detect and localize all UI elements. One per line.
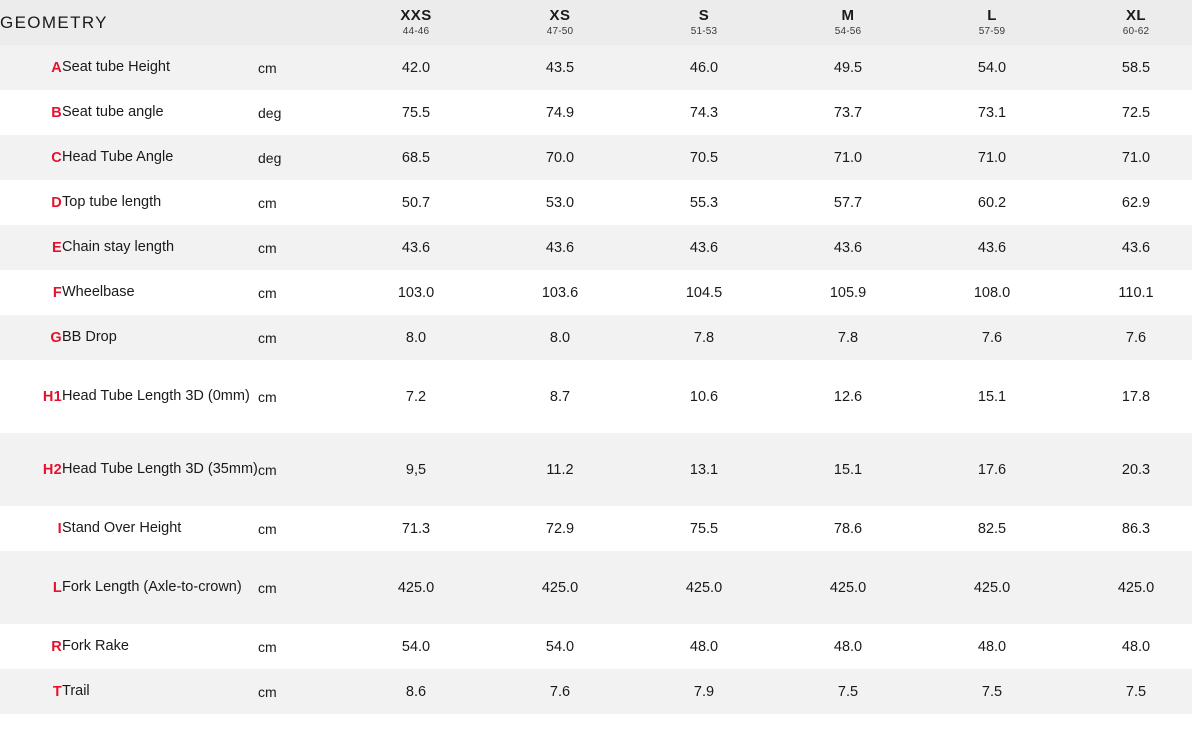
row-value-s: 48.0: [689, 638, 719, 655]
table-row: [0, 270, 1192, 315]
table-row: [0, 506, 1192, 551]
row-value-l: 17.6: [977, 461, 1007, 478]
row-value-m: 49.5: [833, 59, 863, 76]
size-label: M: [841, 7, 855, 25]
row-value-xl: 17.8: [1121, 388, 1151, 405]
row-value-s: 13.1: [689, 461, 719, 478]
row-unit: cm: [258, 329, 277, 346]
size-column-header-xxs: [344, 0, 488, 45]
row-unit: cm: [258, 388, 277, 405]
size-range: 60-62: [1122, 25, 1150, 37]
size-column-header-xs: [488, 0, 632, 45]
row-value-m: 43.6: [833, 239, 863, 256]
row-value-s: 74.3: [689, 104, 719, 121]
table-row: [0, 315, 1192, 360]
header-row: [0, 0, 1192, 45]
row-value-l: 73.1: [977, 104, 1007, 121]
table-row: [0, 135, 1192, 180]
row-name: Head Tube Length 3D (35mm): [62, 460, 258, 477]
row-value-xl: 7.5: [1125, 683, 1147, 700]
row-value-xl: 43.6: [1121, 239, 1151, 256]
row-value-s: 7.9: [693, 683, 715, 700]
row-value-xs: 7.6: [549, 683, 571, 700]
row-value-xl: 48.0: [1121, 638, 1151, 655]
row-value-m: 78.6: [833, 520, 863, 537]
row-value-s: 425.0: [685, 579, 723, 596]
row-value-xxs: 71.3: [401, 520, 431, 537]
table-body: [0, 45, 1192, 714]
row-value-m: 71.0: [833, 149, 863, 166]
row-value-xs: 70.0: [545, 149, 575, 166]
row-value-xs: 53.0: [545, 194, 575, 211]
table-row: [0, 90, 1192, 135]
size-range: 47-50: [546, 25, 574, 37]
row-letter: I: [57, 520, 62, 537]
row-value-xs: 43.6: [545, 239, 575, 256]
row-name: Top tube length: [62, 193, 162, 210]
row-value-s: 46.0: [689, 59, 719, 76]
row-letter: H1: [42, 388, 62, 405]
row-value-l: 71.0: [977, 149, 1007, 166]
row-value-m: 425.0: [829, 579, 867, 596]
row-value-l: 54.0: [977, 59, 1007, 76]
row-value-xs: 54.0: [545, 638, 575, 655]
table-row: [0, 45, 1192, 90]
row-unit: deg: [258, 149, 282, 166]
row-unit: cm: [258, 284, 277, 301]
size-column-header-m: [776, 0, 920, 45]
row-value-xxs: 50.7: [401, 194, 431, 211]
row-value-l: 48.0: [977, 638, 1007, 655]
row-letter: E: [52, 239, 62, 256]
row-value-xs: 8.7: [549, 388, 571, 405]
row-letter: F: [52, 284, 62, 301]
table-row: [0, 360, 1192, 433]
row-value-xs: 74.9: [545, 104, 575, 121]
row-value-xl: 72.5: [1121, 104, 1151, 121]
row-value-xxs: 7.2: [405, 388, 427, 405]
row-name: Chain stay length: [62, 238, 175, 255]
row-unit: deg: [258, 104, 282, 121]
row-value-m: 73.7: [833, 104, 863, 121]
row-value-m: 15.1: [833, 461, 863, 478]
row-value-l: 60.2: [977, 194, 1007, 211]
row-value-s: 7.8: [693, 329, 715, 346]
row-value-s: 55.3: [689, 194, 719, 211]
row-value-l: 7.6: [981, 329, 1003, 346]
row-value-l: 425.0: [973, 579, 1011, 596]
size-label: S: [698, 7, 710, 25]
row-unit: cm: [258, 520, 277, 537]
row-value-xxs: 9,5: [405, 461, 427, 478]
row-letter: C: [51, 149, 62, 166]
row-value-xxs: 8.0: [405, 329, 427, 346]
row-value-s: 104.5: [685, 284, 723, 301]
size-column-header-s: [632, 0, 776, 45]
row-value-l: 43.6: [977, 239, 1007, 256]
row-letter: H2: [42, 461, 62, 478]
row-value-xl: 86.3: [1121, 520, 1151, 537]
row-name: Head Tube Length 3D (0mm): [62, 387, 250, 404]
row-value-m: 57.7: [833, 194, 863, 211]
row-value-xs: 43.5: [545, 59, 575, 76]
row-unit: cm: [258, 239, 277, 256]
table-row: [0, 433, 1192, 506]
size-label: XL: [1125, 7, 1147, 25]
row-name: Fork Length (Axle-to-crown): [62, 578, 242, 595]
row-value-l: 15.1: [977, 388, 1007, 405]
size-column-header-l: [920, 0, 1064, 45]
row-name: Seat tube angle: [62, 103, 164, 120]
row-name: BB Drop: [62, 328, 117, 345]
row-value-l: 108.0: [973, 284, 1011, 301]
row-name: Head Tube Angle: [62, 148, 174, 165]
size-range: 51-53: [690, 25, 718, 37]
row-name: Fork Rake: [62, 637, 129, 654]
table-row: [0, 669, 1192, 714]
row-value-xl: 58.5: [1121, 59, 1151, 76]
row-value-m: 105.9: [829, 284, 867, 301]
row-value-xs: 425.0: [541, 579, 579, 596]
table-header: [0, 0, 1192, 45]
row-value-l: 7.5: [981, 683, 1003, 700]
row-value-xl: 110.1: [1118, 284, 1154, 301]
table-row: [0, 551, 1192, 624]
row-value-xs: 72.9: [545, 520, 575, 537]
row-letter: R: [51, 638, 62, 655]
row-value-xxs: 43.6: [401, 239, 431, 256]
row-value-s: 70.5: [689, 149, 719, 166]
row-value-xxs: 54.0: [401, 638, 431, 655]
row-value-xxs: 103.0: [397, 284, 435, 301]
row-value-xs: 103.6: [541, 284, 579, 301]
size-column-header-xl: [1064, 0, 1192, 45]
table-row: [0, 624, 1192, 669]
row-value-xxs: 425.0: [397, 579, 435, 596]
row-value-xxs: 8.6: [405, 683, 427, 700]
row-value-xl: 62.9: [1121, 194, 1151, 211]
table-row: [0, 180, 1192, 225]
row-name: Seat tube Height: [62, 58, 171, 75]
row-value-xl: 71.0: [1121, 149, 1151, 166]
size-label: L: [987, 7, 997, 25]
row-name: Stand Over Height: [62, 519, 182, 536]
row-letter: T: [52, 683, 62, 700]
row-unit: cm: [258, 683, 277, 700]
row-value-xl: 7.6: [1125, 329, 1147, 346]
row-value-l: 82.5: [977, 520, 1007, 537]
row-name: Wheelbase: [62, 283, 135, 300]
row-letter: B: [51, 104, 62, 121]
row-value-xl: 425.0: [1117, 579, 1155, 596]
row-value-xs: 8.0: [549, 329, 571, 346]
row-value-xs: 11.2: [546, 461, 574, 478]
row-unit: cm: [258, 461, 277, 478]
row-letter: D: [51, 194, 62, 211]
size-label: XS: [549, 7, 571, 25]
row-letter: L: [52, 579, 62, 596]
row-unit: cm: [258, 579, 277, 596]
row-letter: A: [51, 59, 62, 76]
size-range: 44-46: [402, 25, 430, 37]
row-value-xxs: 68.5: [401, 149, 431, 166]
row-value-xxs: 75.5: [401, 104, 431, 121]
row-unit: cm: [258, 638, 277, 655]
size-range: 54-56: [834, 25, 862, 37]
row-unit: cm: [258, 59, 277, 76]
row-value-m: 7.8: [837, 329, 859, 346]
row-value-m: 7.5: [837, 683, 859, 700]
row-unit: cm: [258, 194, 277, 211]
row-letter: G: [50, 329, 62, 346]
size-range: 57-59: [978, 25, 1006, 37]
row-value-m: 48.0: [833, 638, 863, 655]
row-value-s: 43.6: [689, 239, 719, 256]
row-name: Trail: [62, 682, 90, 699]
row-value-s: 75.5: [689, 520, 719, 537]
row-value-xl: 20.3: [1121, 461, 1151, 478]
size-label: XXS: [400, 7, 432, 25]
row-value-xxs: 42.0: [401, 59, 431, 76]
row-value-m: 12.6: [833, 388, 863, 405]
page-title: GEOMETRY: [0, 12, 108, 32]
table-row: [0, 225, 1192, 270]
row-value-s: 10.6: [689, 388, 719, 405]
